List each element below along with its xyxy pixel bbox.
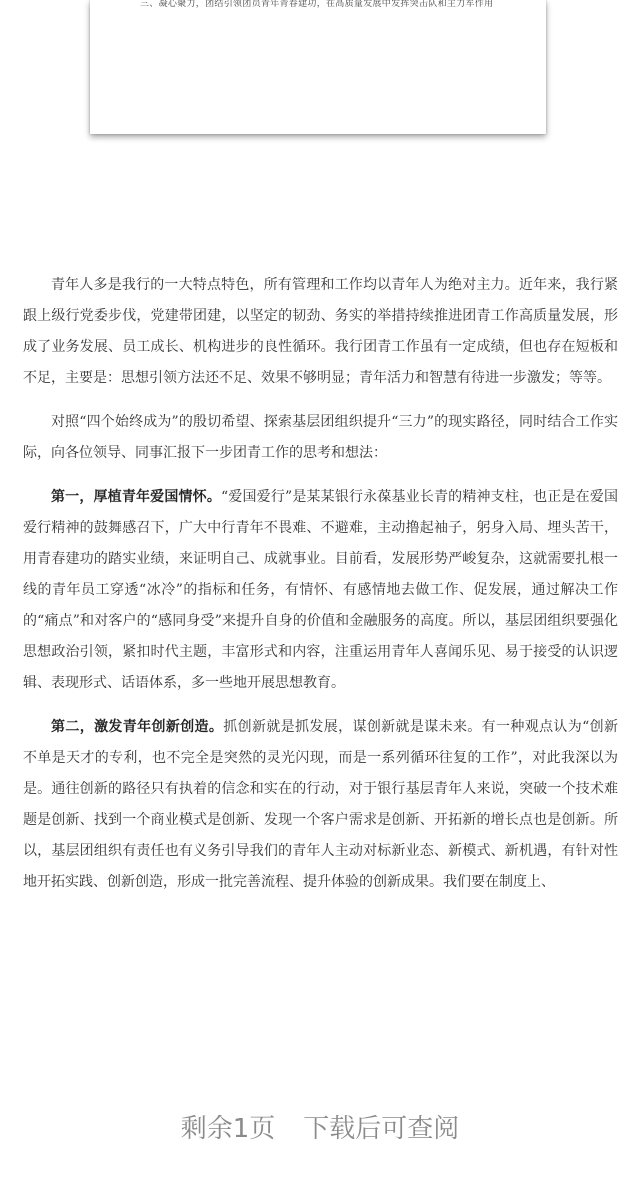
paragraph-transition — [23, 407, 618, 469]
remaining-pages-label: 剩余1页 — [180, 1114, 276, 1144]
paragraph-point-two — [23, 712, 618, 898]
paragraph-intro — [23, 270, 618, 394]
paragraph-point-one — [23, 482, 618, 699]
download-to-view-label: 下载后可查阅 — [303, 1114, 460, 1144]
paragraph-lead: 第二，激发青年创新创造。 — [51, 719, 224, 735]
document-preview-card — [90, 0, 546, 134]
download-prompt-link[interactable] — [0, 1108, 640, 1145]
paragraph-text: 对照“四个始终成为”的殷切希望、探索基层团组织提升“三力”的现实路径，同时结合工作实际，向各位领导、同事汇报下一步团青工作的思考和想法： — [23, 414, 618, 461]
document-body — [23, 270, 618, 898]
preview-heading-line: 三、凝心聚力，团结引领团员青年青春建功，在高质量发展中发挥突击队和主力军作用 — [140, 0, 494, 9]
paragraph-text: 抓创新就是抓发展，谋创新就是谋未来。有一种观点认为“创新不单是天才的专利，也不完全是突然的灵光闪现，而是一系列循环往复的工作”，对此我深以为是。通往创新的路径只有执着的信念和实在的行动，对于银行基层青年人来说，突破一个技术难题是创新、找到一个商业模式是创新、发现一个客户需求是创新、开拓新的增长点也是创新。所以，基层团组织有责任也有义务引导我们的青年人主动对标新业态、新模式、新机遇，有针对性地开拓实践、创新创造，形成一批完善流程、提升体验的创新成果。我们要在制度上、 — [23, 719, 619, 890]
paragraph-lead: 第一，厚植青年爱国情怀。 — [51, 489, 222, 505]
paragraph-text: 青年人多是我行的一大特点特色，所有管理和工作均以青年人为绝对主力。近年来，我行紧跟上级行党委步伐，党建带团建，以坚定的韧劲、务实的举措持续推进团青工作高质量发展，形成了业务发展、员工成长、机构进步的良性循环。我行团青工作虽有一定成绩，但也存在短板和不足，主要是：思想引领方法还不足、效果不够明显；青年活力和智慧有待进一步激发；等等。 — [23, 277, 618, 386]
paragraph-text: “爱国爱行”是某某银行永葆基业长青的精神支柱，也正是在爱国爱行精神的鼓舞感召下，广大中行青年不畏难、不避难，主动撸起袖子，躬身入局、埋头苦干，用青春建功的踏实业绩，来证明自己、成就事业。目前看，发展形势严峻复杂，这就需要扎根一线的青年员工穿透“冰冷”的指标和任务，有情怀、有感情地去做工作、促发展，通过解决工作的“痛点”和对客户的“感同身受”来提升自身的价值和金融服务的高度。所以，基层团组织要强化思想政治引领，紧扣时代主题，丰富形式和内容，注重运用青年人喜闻乐见、易于接受的认识逻辑、表现形式、话语体系，多一些地开展思想教育。 — [23, 489, 618, 691]
